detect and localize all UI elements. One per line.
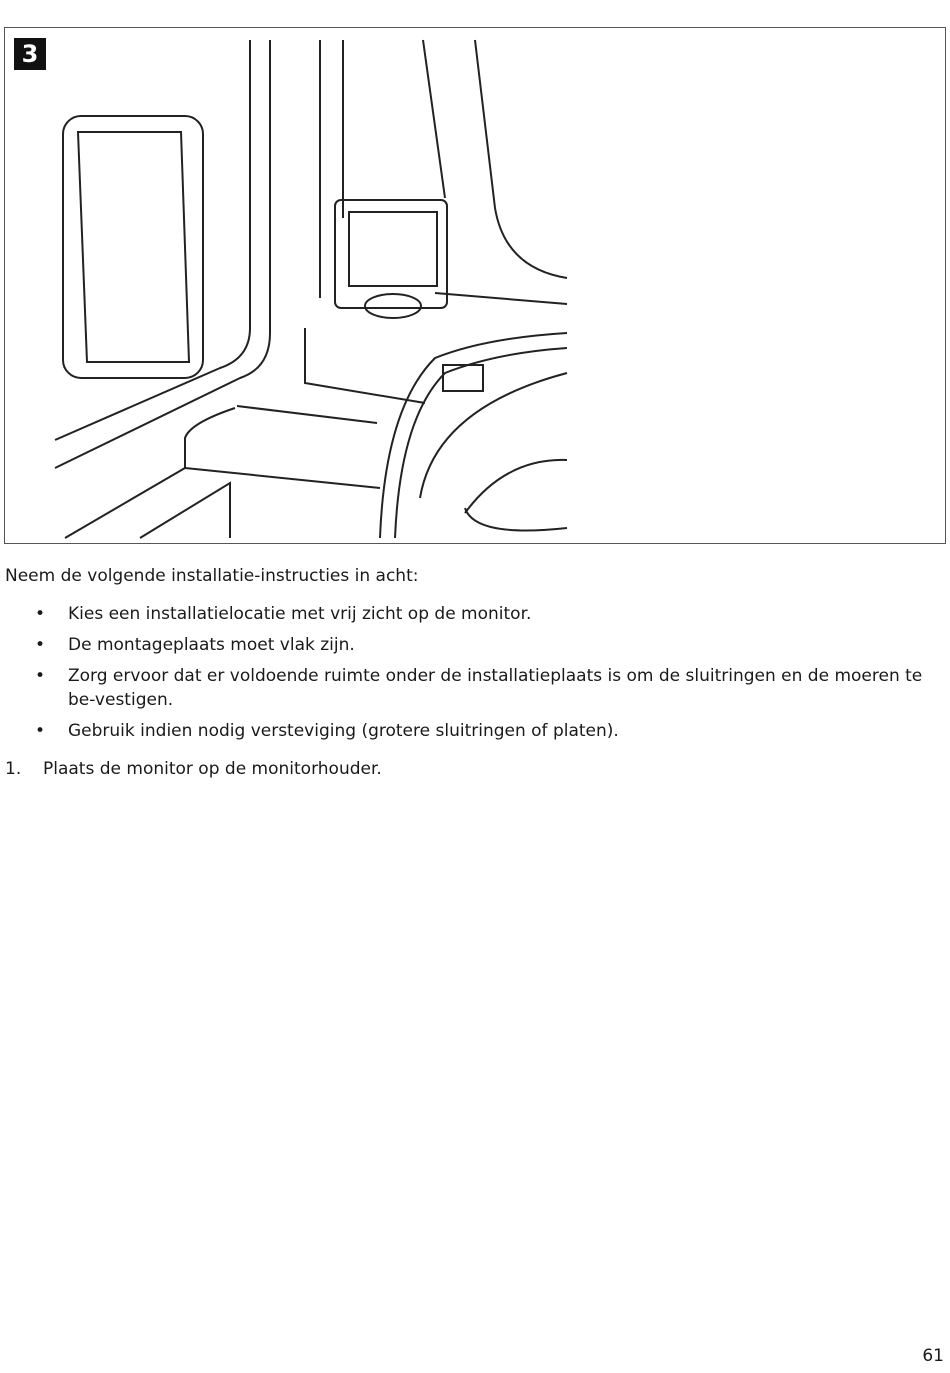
installation-figure <box>4 27 946 544</box>
instruction-list <box>0 602 940 750</box>
step-number: 1. <box>5 759 22 779</box>
cab-illustration <box>5 28 946 544</box>
list-item: • Kies een installatielocatie met vrij zicht op de monitor. <box>0 602 940 626</box>
figure-number: 3 <box>14 38 46 70</box>
list-item: • Zorg ervoor dat er voldoende ruimte onder de installatieplaats is om de sluitringen en de moeren te be-vestigen. <box>0 664 940 712</box>
step-text: Plaats de monitor op de monitorhouder. <box>43 759 382 779</box>
list-item: • De montageplaats moet vlak zijn. <box>0 633 940 657</box>
intro-text: Neem de volgende installatie-instructies in acht: <box>5 566 419 586</box>
step-1 <box>5 759 382 779</box>
list-item: • Gebruik indien nodig versteviging (grotere sluitringen of platen). <box>0 719 940 743</box>
page-number: 61 <box>922 1346 944 1366</box>
